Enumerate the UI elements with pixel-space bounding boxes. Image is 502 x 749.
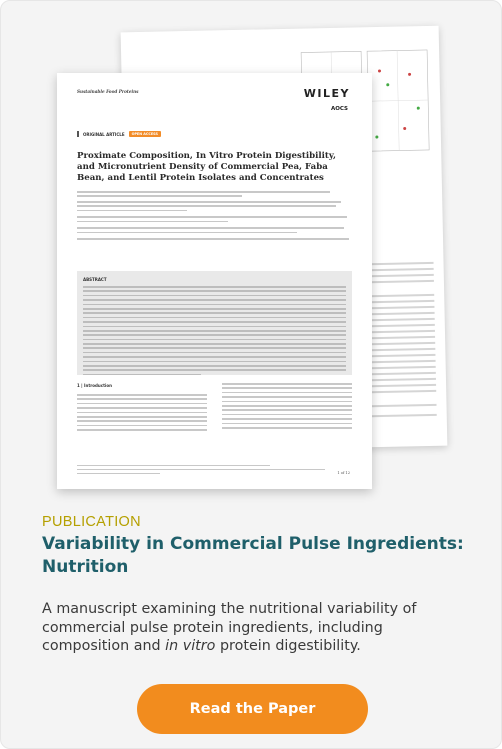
description-text: A manuscript examining the nutritional variability of commercial pulse protein ingredients, including composition and	[42, 601, 417, 654]
publisher-logo: WILEY	[303, 87, 350, 100]
paper-footer	[77, 465, 352, 477]
read-paper-button[interactable]: Read the Paper	[137, 684, 368, 734]
society-logo: AOCS	[330, 106, 348, 112]
paper-right-column	[222, 383, 352, 431]
card-description	[42, 600, 472, 656]
article-type-label: ORIGINAL ARTICLE	[83, 131, 125, 137]
article-type	[77, 131, 161, 137]
card-title: Variability in Commercial Pulse Ingredients: Nutrition	[42, 534, 464, 577]
paper-page-number: 1 of 12	[337, 471, 350, 475]
paper-abstract	[77, 271, 352, 375]
article-type-bar	[77, 131, 79, 137]
paper-left-column	[77, 383, 207, 434]
paper-preview[interactable]	[1, 1, 502, 501]
intro-heading: 1 | Introduction	[77, 383, 112, 388]
open-access-badge: OPEN ACCESS	[129, 131, 161, 137]
paper-journal-name: Sustainable Food Proteins	[77, 89, 139, 94]
eyebrow-label: PUBLICATION	[42, 514, 141, 530]
description-italic: in vitro	[165, 638, 216, 654]
paper-front-page	[57, 73, 372, 489]
paper-author-lines	[77, 191, 352, 243]
description-text-end: protein digestibility.	[215, 638, 361, 654]
abstract-heading: ABSTRACT	[83, 277, 107, 282]
paper-title: Proximate Composition, In Vitro Protein Digestibility, and Micronutrient Density of Commercial Pea, Faba Bean, and Lentil Protein Isolates and Concentrates	[77, 151, 337, 183]
